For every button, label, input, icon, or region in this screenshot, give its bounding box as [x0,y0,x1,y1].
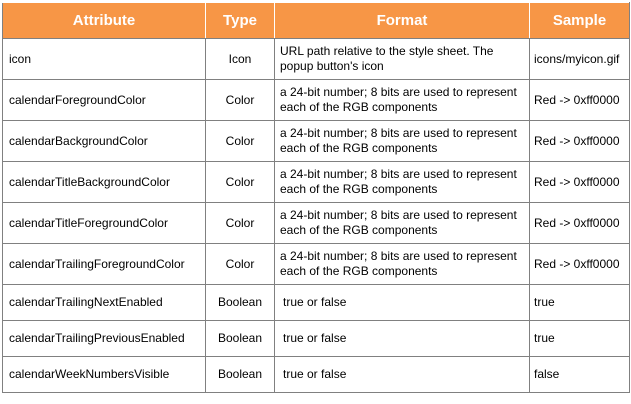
attribute-cell: calendarForegroundColor [3,80,206,121]
table-body [3,39,630,393]
type-cell: Boolean [206,321,275,357]
type-cell: Icon [206,39,275,80]
table-row [3,285,630,321]
attribute-cell: calendarTrailingForegroundColor [3,244,206,285]
type-cell: Color [206,80,275,121]
sample-cell: Red -> 0xff0000 [530,203,630,244]
table-row [3,162,630,203]
format-cell: a 24-bit number; 8 bits are used to represent each of the RGB components [275,162,530,203]
sample-cell: false [530,357,630,393]
format-cell: true or false [275,285,530,321]
sample-cell: Red -> 0xff0000 [530,162,630,203]
type-cell: Color [206,203,275,244]
sample-cell: true [530,285,630,321]
attribute-cell: calendarWeekNumbersVisible [3,357,206,393]
format-cell: true or false [275,321,530,357]
attribute-cell: calendarTrailingNextEnabled [3,285,206,321]
table-row [3,121,630,162]
attribute-cell: calendarTitleForegroundColor [3,203,206,244]
attribute-table [2,2,630,393]
header-type: Type [206,3,275,39]
table-row [3,357,630,393]
header-row [3,3,630,39]
type-cell: Color [206,162,275,203]
sample-cell: Red -> 0xff0000 [530,244,630,285]
attribute-cell: calendarBackgroundColor [3,121,206,162]
table-row [3,39,630,80]
attribute-cell: calendarTrailingPreviousEnabled [3,321,206,357]
sample-cell: Red -> 0xff0000 [530,80,630,121]
table-row [3,244,630,285]
type-cell: Color [206,121,275,162]
table-row [3,203,630,244]
format-cell: a 24-bit number; 8 bits are used to represent each of the RGB components [275,244,530,285]
attribute-cell: calendarTitleBackgroundColor [3,162,206,203]
type-cell: Boolean [206,357,275,393]
format-cell: a 24-bit number; 8 bits are used to represent each of the RGB components [275,121,530,162]
sample-cell: true [530,321,630,357]
table-row [3,321,630,357]
type-cell: Boolean [206,285,275,321]
type-cell: Color [206,244,275,285]
format-cell: a 24-bit number; 8 bits are used to represent each of the RGB components [275,80,530,121]
table-row [3,80,630,121]
header-attribute: Attribute [3,3,206,39]
attribute-cell: icon [3,39,206,80]
format-cell: true or false [275,357,530,393]
sample-cell: Red -> 0xff0000 [530,121,630,162]
table-header [3,3,630,39]
format-cell: a 24-bit number; 8 bits are used to represent each of the RGB components [275,203,530,244]
header-format: Format [275,3,530,39]
sample-cell: icons/myicon.gif [530,39,630,80]
format-cell: URL path relative to the style sheet. The popup button's icon [275,39,530,80]
header-sample: Sample [530,3,630,39]
